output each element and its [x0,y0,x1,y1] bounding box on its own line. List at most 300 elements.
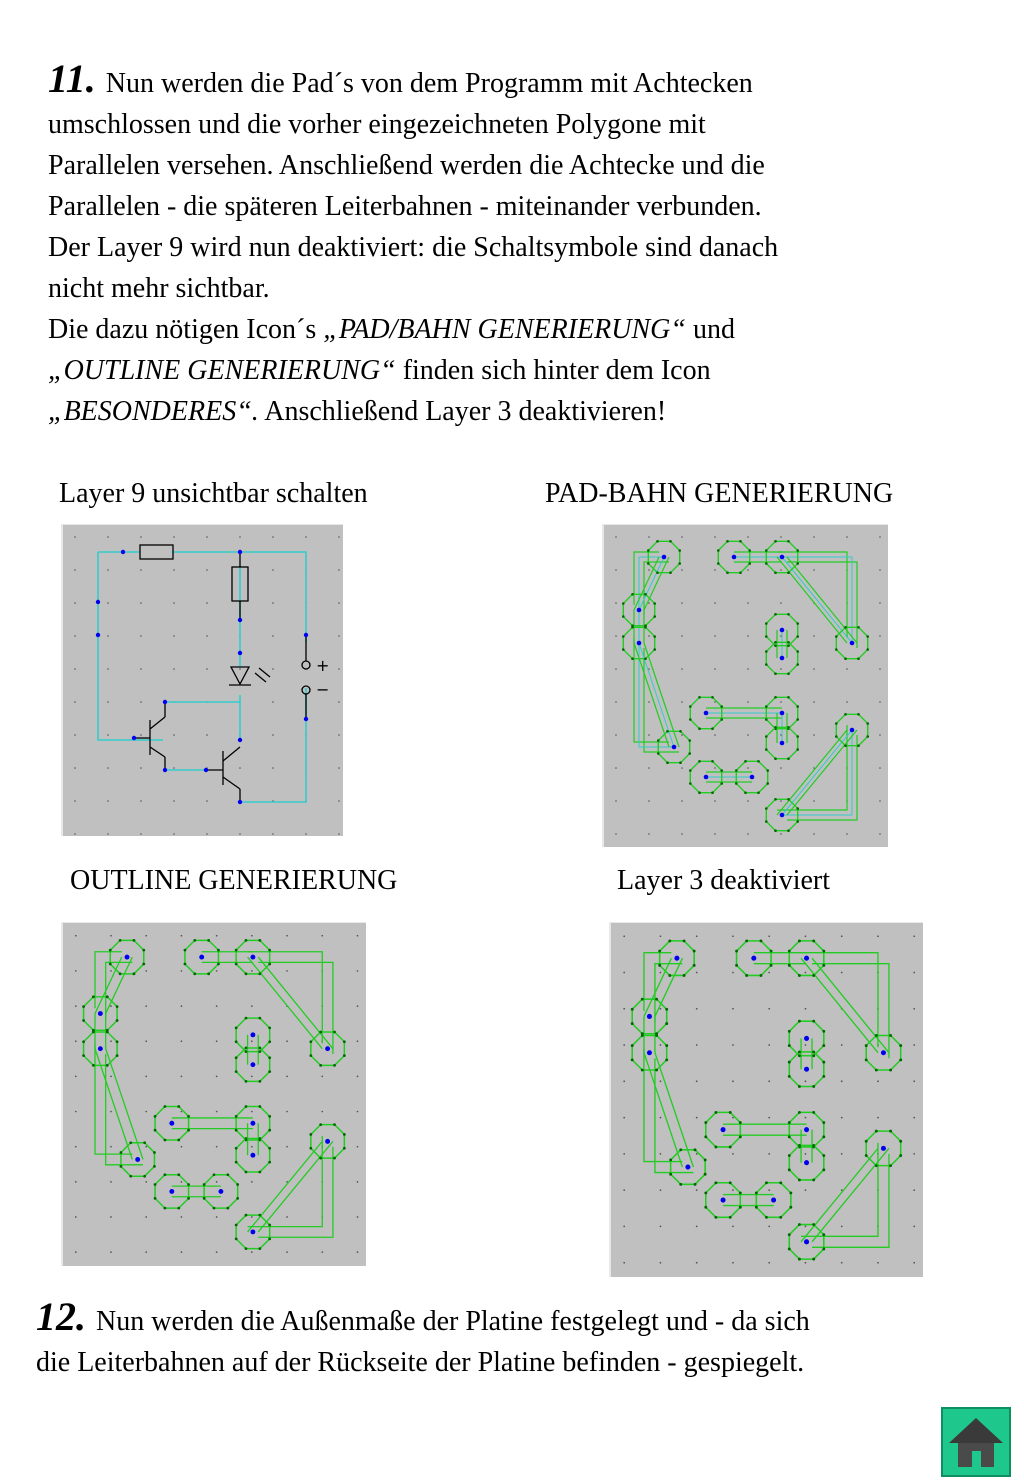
octagon-vertex [203,1197,206,1200]
octagon-vertex [207,972,210,975]
grid-dot [681,800,683,802]
grid-dot [321,1076,323,1078]
octagon-vertex [129,1141,132,1144]
grid-dot [140,602,142,604]
grid-dot [74,569,76,571]
grid-dot [660,972,662,974]
grid-dot [780,602,782,604]
octagon-vertex [187,1197,190,1200]
grid-dot [272,635,274,637]
octagon-vertex [184,949,187,952]
octagon-vertex [889,1069,892,1072]
grid-dot [140,767,142,769]
pad-dot [250,1062,255,1067]
grid-dot [846,701,848,703]
octagon-vertex [889,1164,892,1167]
grid-dot [181,1005,183,1007]
grid-dot [110,970,112,972]
grid-dot [173,833,175,835]
pad-dot [637,641,642,646]
octagon-vertex [765,1181,768,1184]
grid-dot [74,536,76,538]
grid-dot [615,734,617,736]
octagon-vertex [822,1044,825,1047]
octagon-vertex [865,1044,868,1047]
grid-dot [732,1153,734,1155]
octagon-vertex [717,562,720,565]
octagon-vertex [698,696,701,699]
grid-dot [660,1080,662,1082]
octagon-vertex [714,1216,717,1219]
octagon-vertex [812,1144,815,1147]
octagon-vertex [822,1030,825,1033]
text-line: und [685,314,735,345]
octagon-vertex [857,713,860,716]
grid-dot [75,935,77,937]
wire [98,552,163,740]
octagon-vertex [258,1247,261,1250]
pad-dot [881,1050,886,1055]
octagon-vertex [193,939,196,942]
grid-dot [181,1181,183,1183]
octagon-vertex [704,1191,707,1194]
grid-dot [173,668,175,670]
grid-dot [110,935,112,937]
grid-dot [813,833,815,835]
pad-dot [771,1198,776,1203]
octagon-vertex [655,1034,658,1037]
grid-dot [74,602,76,604]
octagon-vertex [268,1161,271,1164]
grid-dots [74,536,340,835]
octagon-vertex [788,1075,791,1078]
caption-layer9: Layer 9 unsichtbar schalten [59,478,368,509]
grid-dot [338,800,340,802]
octagon-vertex [770,950,773,953]
grid-dot [110,1005,112,1007]
grid-dot [145,1251,147,1253]
grid-dot [357,1111,359,1113]
octagon-vertex [133,972,136,975]
octagon-vertex [788,1233,791,1236]
pad-dot [804,1239,809,1244]
grid-dot [181,1111,183,1113]
grid-dot [714,569,716,571]
section-number: 11. [48,56,96,101]
grid-dot [768,1189,770,1191]
octagon-vertex [720,705,723,708]
grid-dot [732,1226,734,1228]
pad [163,700,167,704]
grid-dot [696,1044,698,1046]
grid-dot [660,1153,662,1155]
octagon-vertex [735,964,738,967]
pad-dot [804,1127,809,1132]
grid-dot [206,569,208,571]
resistor-horizontal [140,545,173,559]
text-line: Parallelen versehen. Anschließend werden die Achtecke und die [48,150,765,181]
octagon-vertex [245,1050,248,1053]
grid-dot [660,1189,662,1191]
octagon-vertex [689,782,692,785]
octagon-vertex [704,1135,707,1138]
octagon-vertex [889,1130,892,1133]
octagon-vertex [866,648,869,651]
grid-dot [681,833,683,835]
grid-dot [747,833,749,835]
grid-dot [913,1189,915,1191]
trace-line [106,957,133,1013]
octagon-vertex [187,1183,190,1186]
octagon-vertex [235,1070,238,1073]
pad-dot [721,1127,726,1132]
octagon-vertex [779,1216,782,1219]
octagon-vertex [822,1121,825,1124]
trace-line [95,952,122,1008]
home-button[interactable] [941,1407,1011,1477]
grid-dot [877,935,879,937]
octagon-vertex [343,1054,346,1057]
octagon-vertex [92,1064,95,1067]
octagon-vertex [245,1214,248,1217]
grid-dot [623,1153,625,1155]
octagon-vertex [657,752,660,755]
grid-dot [75,1040,77,1042]
grid-dot [877,1262,879,1264]
pad-dot [780,628,785,633]
octagon-vertex [812,974,815,977]
octagon-vertex [875,1069,878,1072]
grid-dot [206,602,208,604]
grid-dot [216,1146,218,1148]
grid-dot [357,1040,359,1042]
octagon-vertex [765,622,768,625]
transistor-emitter [150,747,165,757]
octagon-vertex [665,1044,668,1047]
grid-dot [173,767,175,769]
octagon-vertex [154,1183,157,1186]
octagon-vertex [875,1034,878,1037]
octagon-vertex [153,1151,156,1154]
octagon-vertex [812,939,815,942]
octagon-vertex [154,1115,157,1118]
pad-dot [125,955,130,960]
octagon-vertex [787,613,790,616]
octagon-vertex [735,950,738,953]
grid-dot [251,935,253,937]
grid-dot [338,833,340,835]
octagon-vertex [333,1157,336,1160]
octagon-vertex [109,949,112,952]
grid-dot [357,1251,359,1253]
octagon-vertex [739,1206,742,1209]
octagon-vertex [622,648,625,651]
text-line: Die dazu nötigen Icon´s [48,314,324,345]
octagon-vertex [774,696,777,699]
grid-dot [732,935,734,937]
octagon-vertex [788,1121,791,1124]
grid-dot [714,668,716,670]
grid-dot [714,734,716,736]
pad-dot [169,1189,174,1194]
octagon-vertex [133,939,136,942]
grid-dot [913,1080,915,1082]
grid-dot [145,1005,147,1007]
octagon-vertex [788,1030,791,1033]
grid-dot [110,1251,112,1253]
octagon-vertex [226,1207,229,1210]
octagon-vertex [129,1175,132,1178]
octagon-vertex [760,939,763,942]
grid-dot [286,1076,288,1078]
grid-dot [648,800,650,802]
trace-line [644,958,671,1016]
octagon-vertex [787,571,790,574]
grid-dot [648,536,650,538]
octagon-vertex [268,1056,271,1059]
octagon-vertex [812,1111,815,1114]
pad-bahn-figure [602,524,888,847]
octagon-vertex [177,1173,180,1176]
octagon-vertex [187,1115,190,1118]
trace-line [634,557,659,610]
pad-dot [169,1121,174,1126]
grid-dot [74,800,76,802]
octagon-vertex [796,635,799,638]
grid-dot [107,536,109,538]
pads [96,550,308,804]
grid-dot [648,569,650,571]
grid-dot [107,668,109,670]
octagon-vertex [798,1111,801,1114]
octagon-vertex [679,761,682,764]
pad-dot [250,1229,255,1234]
octagon-vertex [679,1148,682,1151]
pad-dot [751,956,756,961]
grid-dot [216,1076,218,1078]
grid-dot [913,1044,915,1046]
grid-dot [140,800,142,802]
octagon-vertex [235,1027,238,1030]
pad-dot [135,1157,140,1162]
octagon-vertex [787,641,790,644]
octagon-vertex [857,626,860,629]
grid-dot [338,701,340,703]
pad-dot [804,956,809,961]
grid-dot [696,1189,698,1191]
grid-dot [321,1251,323,1253]
grid-dot [879,833,881,835]
grid-dot [648,833,650,835]
pad-dot [850,641,855,646]
grid-dot [747,734,749,736]
grid-dot [239,833,241,835]
grid-dot [75,1111,77,1113]
octagon-vertex [631,1022,634,1025]
grid-dot [181,1040,183,1042]
grid-dot [747,602,749,604]
octagon-vertex [774,571,777,574]
grid-dot [145,1146,147,1148]
grid-dot [75,1251,77,1253]
octagon-vertex [319,1123,322,1126]
pad [96,633,100,637]
grid-dot [841,1044,843,1046]
octagon-vertex [865,1154,868,1157]
octagon-vertex [729,1146,732,1149]
octagon-vertex [116,1040,119,1043]
pad-dot [685,1165,690,1170]
trace-line [801,953,878,1048]
octagon-vertex [774,672,777,675]
grid-dot [206,833,208,835]
grid-dot [732,1044,734,1046]
grid-dot [877,1080,879,1082]
grid-dot [110,1181,112,1183]
octagon-vertex [835,648,838,651]
grid-dot [747,536,749,538]
octagon-vertex [683,939,686,942]
grid-dot [206,800,208,802]
octagon-vertex [755,1206,758,1209]
grid-dot [696,1080,698,1082]
octagon-vertex [258,1017,261,1020]
layout-traces [631,939,902,1260]
grid-dot [747,635,749,637]
grid-dot [780,701,782,703]
grid-dot [181,1251,183,1253]
octagon-vertex [688,752,691,755]
grid-dot [321,935,323,937]
octagon-vertex [788,964,791,967]
layer3-figure [609,922,923,1277]
grid-dot [813,701,815,703]
grid-dot [206,635,208,637]
octagon-vertex [788,1044,791,1047]
octagon-vertex [796,807,799,810]
octagon-vertex [631,593,634,596]
trace-line [644,557,669,610]
grid-dot [623,935,625,937]
grid-dot [338,602,340,604]
pad-dot [250,1153,255,1158]
led-light-arrow [259,668,270,677]
octagon-vertex [745,974,748,977]
octagon-vertex [154,1129,157,1132]
octagon-vertex [844,713,847,716]
grid-dot [286,970,288,972]
octagon-vertex [245,1137,248,1140]
grid-dot [805,1080,807,1082]
octagon-vertex [744,760,747,763]
grid-dot [338,668,340,670]
octagon-vertex [835,735,838,738]
grid-dot [357,1146,359,1148]
grid-dot [75,970,77,972]
grid-dot [286,1111,288,1113]
grid-dot [107,569,109,571]
pad [238,800,242,804]
octagon-vertex [857,744,860,747]
grid-dot [879,668,881,670]
grid-dot [107,602,109,604]
pad-dot [732,555,737,560]
grid-dot [623,1080,625,1082]
transistor-collector [223,747,240,761]
pad-dot [721,1198,726,1203]
wire [240,688,306,802]
grid-dot [648,767,650,769]
octagon-vertex [774,613,777,616]
octagon-vertex [789,1206,792,1209]
grid-dot [768,1044,770,1046]
octagon-vertex [765,748,768,751]
grid-dot [75,1181,77,1183]
octagon-vertex [641,1069,644,1072]
octagon-vertex [343,1133,346,1136]
octagon-vertex [726,571,729,574]
octagon-vertex [258,1171,261,1174]
octagon-vertex [765,807,768,810]
octagon-vertex [788,1061,791,1064]
grid-dot [173,536,175,538]
octagon-vertex [163,1139,166,1142]
grid-dot [805,1262,807,1264]
octagon-vertex [822,1233,825,1236]
octagon-vertex [669,1173,672,1176]
octagon-vertex [714,1146,717,1149]
octagon-vertex [177,1105,180,1108]
trace-line [655,958,682,1016]
octagon-vertex [798,939,801,942]
grid-dot [780,833,782,835]
grid-dot [251,1181,253,1183]
octagon-vertex [235,1224,238,1227]
octagon-vertex [82,1019,85,1022]
octagon-vertex [812,1051,815,1054]
pad-dot [780,711,785,716]
octagon-vertex [739,1135,742,1138]
grid-dot [714,833,716,835]
octagon-vertex [787,829,790,832]
grid-dot [615,668,617,670]
octagon-vertex [844,744,847,747]
grid-dot [357,1181,359,1183]
pad [238,550,242,554]
octagon-vertex [258,1047,261,1050]
grid-dot [879,701,881,703]
octagon-vertex [822,964,825,967]
octagon-vertex [679,1183,682,1186]
grid-dot [140,536,142,538]
grid-dot [173,569,175,571]
grid-dot [660,1044,662,1046]
octagon-vertex [217,963,220,966]
octagon-vertex [163,1207,166,1210]
octagon-vertex [142,949,145,952]
octagon-vertex [812,1258,815,1261]
pad-dot [850,728,855,733]
octagon-vertex [796,663,799,666]
grid-dot [74,668,76,670]
octagon-vertex [235,1056,238,1059]
grid-dot [216,970,218,972]
octagon-vertex [217,949,220,952]
octagon-vertex [258,1214,261,1217]
octagon-vertex [739,1121,742,1124]
octagon-vertex [698,791,701,794]
text-line: Nun werden die Außenmaße der Platine festgelegt und - da sich [96,1306,810,1337]
